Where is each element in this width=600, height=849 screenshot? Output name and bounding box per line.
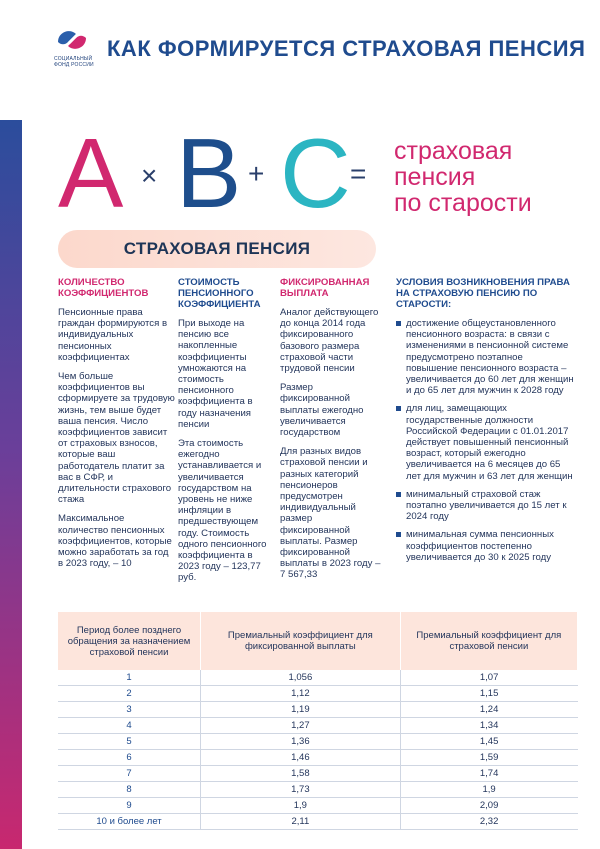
conditions-bullet: минимальный страховой стаж поэтапно увеличивается до 15 лет к 2024 году: [396, 489, 574, 523]
pension-coef-cell: 1,34: [400, 718, 577, 734]
conditions-bullet: достижение общеустановленного пенсионного возраста: в связи с изменениями в пенсионной системе предусмотрено поэтапное повышение пенсионного возраста – увеличивается до 60 лет для женщин и до 65 лет для мужчин к 2028 году: [396, 318, 574, 396]
period-cell: 1: [58, 670, 201, 686]
fixed-heading: ФИКСИРОВАННАЯ ВЫПЛАТА: [280, 277, 370, 299]
column-conditions: [396, 277, 574, 570]
fixed-coef-cell: 1,056: [201, 670, 401, 686]
fixed-coef-cell: 1,73: [201, 782, 401, 798]
formula-result-line2: пенсия: [394, 163, 476, 191]
fixed-coef-cell: 1,36: [201, 734, 401, 750]
pension-coef-cell: 1,74: [400, 766, 577, 782]
pension-coef-cell: 1,24: [400, 702, 577, 718]
fixed-coef-cell: 1,19: [201, 702, 401, 718]
header-fixed-coef: Премиальный коэффициент для фиксированной выплаты: [201, 612, 401, 670]
formula-equals-sign: =: [350, 158, 367, 189]
header-period: Период более позднего обращения за назначением страховой пенсии: [58, 612, 201, 670]
period-cell: 8: [58, 782, 201, 798]
fixed-coef-cell: 1,58: [201, 766, 401, 782]
header-pension-coef: Премиальный коэффициент для страховой пенсии: [400, 612, 577, 670]
cost-paragraph: Эта стоимость ежегодно устанавливается и увеличивается государством на уровень не ниже инфляции в предшествующем году. Стоимость одного пенсионного коэффициента в 2023 году – 123,77 руб.: [178, 438, 267, 584]
fixed-paragraph: Для разных видов страховой пенсии и разных категорий пенсионеров предусмотрен индивидуальный размер фиксированной выплаты. Размер фиксированной выплаты в 2023 году – 7 567,33: [280, 446, 381, 581]
pension-coef-cell: 1,9: [400, 782, 577, 798]
premium-coefficients-table: [58, 612, 578, 830]
table-row: [58, 798, 578, 814]
period-cell: 7: [58, 766, 201, 782]
coefficients-paragraph: Чем больше коэффициентов вы сформируете за трудовую жизнь, тем выше будет ваша пенсия. Число коэффициентов зависит от страховых взносов, которые ваш работодатель платит за вас в СФР, и длительности страхового стажа: [58, 371, 175, 506]
decorative-gradient-bar: [0, 120, 22, 849]
table-row: [58, 782, 578, 798]
pension-coef-cell: 2,32: [400, 814, 577, 830]
table-row: [58, 734, 578, 750]
formula-c: C: [280, 118, 351, 228]
pension-coef-cell: 1,59: [400, 750, 577, 766]
table-row: [58, 686, 578, 702]
coefficients-heading: КОЛИЧЕСТВО КОЭФФИЦИЕНТОВ: [58, 277, 149, 299]
table-row: [58, 670, 578, 686]
period-cell: 2: [58, 686, 201, 702]
logo-caption-line2: ФОНД РОССИИ: [54, 62, 94, 68]
column-fixed-payment: [280, 277, 382, 589]
cost-paragraph: При выходе на пенсию все накопленные коэффициенты умножаются на стоимость пенсионного коэффициента в году назначения пенсии: [178, 318, 253, 430]
fixed-paragraph: Размер фиксированной выплаты ежегодно увеличивается государством: [280, 382, 364, 439]
formula-b: B: [176, 118, 242, 228]
pension-coef-cell: 1,45: [400, 734, 577, 750]
formula-result: [394, 138, 532, 216]
conditions-heading: УСЛОВИЯ ВОЗНИКНОВЕНИЯ ПРАВА НА СТРАХОВУЮ ПЕНСИЮ ПО СТАРОСТИ:: [396, 277, 570, 310]
pension-coef-cell: 2,09: [400, 798, 577, 814]
table-row: [58, 814, 578, 830]
cost-heading: СТОИМОСТЬ ПЕНСИОННОГО КОЭФФИЦИЕНТА: [178, 277, 261, 310]
formula-a: A: [58, 118, 124, 228]
conditions-bullet: для лиц, замещающих государственные должности Российской Федерации с 01.01.2017 действует повышенный пенсионный возраст, который ежегодно увеличивается на 6 месяцев до 65 лет для мужчин и 63 лет для женщин: [396, 403, 574, 481]
table-header-row: [58, 612, 578, 670]
sfr-logo: [54, 26, 94, 68]
coefficients-paragraph: Максимальное количество пенсионных коэффициентов, которые можно заработать за год в 2023 году, – 10: [58, 513, 172, 570]
section-title-pill: [58, 230, 376, 268]
fixed-coef-cell: 1,27: [201, 718, 401, 734]
table-row: [58, 718, 578, 734]
table-row: [58, 766, 578, 782]
fixed-coef-cell: 1,12: [201, 686, 401, 702]
table-row: [58, 750, 578, 766]
period-cell: 6: [58, 750, 201, 766]
fixed-paragraph: Аналог действующего до конца 2014 года фиксированного базового размера страховой части трудовой пенсии: [280, 307, 379, 375]
formula-times-sign: ×: [141, 160, 158, 191]
pension-coef-cell: 1,07: [400, 670, 577, 686]
coefficients-paragraph: Пенсионные права граждан формируются в индивидуальных пенсионных коэффициентах: [58, 307, 168, 363]
conditions-bullet: минимальная сумма пенсионных коэффициентов постепенно увеличивается до 30 к 2025 году: [396, 529, 574, 563]
logo-caption-line1: СОЦИАЛЬНЫЙ: [54, 56, 93, 62]
period-cell: 5: [58, 734, 201, 750]
period-cell: 4: [58, 718, 201, 734]
fixed-coef-cell: 1,9: [201, 798, 401, 814]
column-coefficients: [58, 277, 176, 577]
fixed-coef-cell: 1,46: [201, 750, 401, 766]
formula-result-line3: по старости: [394, 189, 532, 217]
period-cell: 9: [58, 798, 201, 814]
table-row: [58, 702, 578, 718]
pension-formula: [58, 118, 578, 228]
fixed-coef-cell: 2,11: [201, 814, 401, 830]
formula-result-line1: страховая: [394, 137, 513, 165]
page-title: КАК ФОРМИРУЕТСЯ СТРАХОВАЯ ПЕНСИЯ: [107, 36, 586, 61]
pension-coef-cell: 1,15: [400, 686, 577, 702]
period-cell: 10 и более лет: [58, 814, 201, 830]
formula-plus-sign: +: [248, 158, 265, 189]
sfr-logo-icon: [54, 26, 90, 54]
period-cell: 3: [58, 702, 201, 718]
section-title: СТРАХОВАЯ ПЕНСИЯ: [123, 239, 311, 258]
column-cost: [178, 277, 274, 592]
